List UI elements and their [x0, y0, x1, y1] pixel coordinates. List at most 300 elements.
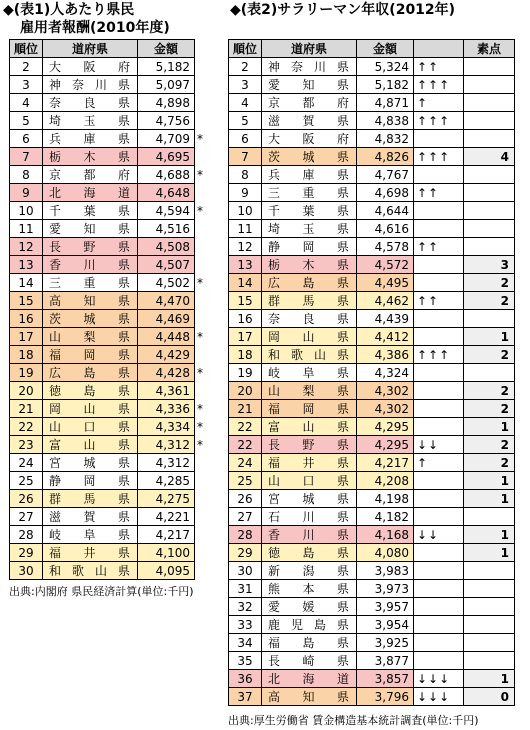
rank-cell: 22	[229, 436, 262, 454]
table-row	[229, 454, 515, 472]
rank-cell: 13	[10, 256, 43, 274]
rank-cell: 23	[10, 436, 43, 454]
asterisk-mark: *	[197, 329, 203, 344]
rank-change-arrows	[414, 598, 464, 616]
table-row	[10, 112, 207, 130]
amount-cell: 4,469	[138, 310, 195, 328]
prefecture-cell: 北海道	[262, 670, 357, 688]
rank-change-arrows: ↑↑↑	[414, 76, 464, 94]
prefecture-cell: 広島県	[43, 364, 138, 382]
table-row	[10, 454, 207, 472]
score-cell	[464, 634, 515, 652]
prefecture-cell: 鹿児島県	[262, 616, 357, 634]
table-row	[229, 58, 515, 76]
amount-cell: 3,973	[357, 580, 414, 598]
prefecture-cell: 福島県	[262, 634, 357, 652]
rank-cell: 17	[229, 328, 262, 346]
table-row	[10, 400, 207, 418]
amount-cell: 4,208	[357, 472, 414, 490]
amount-cell: 4,470	[138, 292, 195, 310]
rank-cell: 27	[10, 508, 43, 526]
rank-cell: 17	[10, 328, 43, 346]
prefecture-cell: 和歌山県	[43, 562, 138, 580]
rank-cell: 6	[229, 130, 262, 148]
prefecture-cell: 宮城県	[262, 490, 357, 508]
table-row	[229, 148, 515, 166]
amount-cell: 4,709	[138, 130, 195, 148]
prefecture-cell: 奈良県	[43, 94, 138, 112]
prefecture-cell: 滋賀県	[43, 508, 138, 526]
score-cell	[464, 130, 515, 148]
rank-cell: 29	[10, 544, 43, 562]
score-cell	[464, 652, 515, 670]
table-row	[229, 310, 515, 328]
table-row	[10, 328, 207, 346]
rank-cell: 32	[229, 598, 262, 616]
rank-cell: 34	[229, 634, 262, 652]
table-row	[229, 382, 515, 400]
rank-cell: 18	[229, 346, 262, 364]
table-row	[229, 256, 515, 274]
amount-cell: 4,285	[138, 472, 195, 490]
prefecture-cell: 兵庫県	[262, 166, 357, 184]
prefecture-cell: 静岡県	[43, 472, 138, 490]
table-row	[229, 364, 515, 382]
rank-change-arrows: ↓↓↓	[414, 670, 464, 688]
rank-change-arrows: ↓↓	[414, 436, 464, 454]
rank-cell: 25	[229, 472, 262, 490]
asterisk-mark	[195, 382, 207, 400]
amount-cell: 5,097	[138, 76, 195, 94]
rank-cell: 27	[229, 508, 262, 526]
table-row	[229, 184, 515, 202]
rank-cell: 3	[10, 76, 43, 94]
asterisk-mark: *	[197, 419, 203, 434]
amount-cell: 4,100	[138, 544, 195, 562]
rank-cell: 20	[229, 382, 262, 400]
rank-cell: 26	[229, 490, 262, 508]
amount-cell: 4,516	[138, 220, 195, 238]
asterisk-mark	[195, 76, 207, 94]
rank-change-arrows	[414, 310, 464, 328]
rank-cell: 37	[229, 688, 262, 706]
rank-change-arrows	[414, 472, 464, 490]
prefecture-cell: 岡山県	[262, 328, 357, 346]
score-cell: 1	[464, 328, 515, 346]
rank-cell: 25	[10, 472, 43, 490]
asterisk-mark	[195, 112, 207, 130]
prefecture-cell: 神奈川県	[43, 76, 138, 94]
table1-header-amount: 金額	[138, 40, 195, 58]
prefecture-cell: 北海道	[43, 184, 138, 202]
asterisk-mark	[195, 472, 207, 490]
rank-change-arrows	[414, 202, 464, 220]
score-cell: 1	[464, 526, 515, 544]
amount-cell: 4,095	[138, 562, 195, 580]
amount-cell: 4,275	[138, 490, 195, 508]
rank-change-arrows	[414, 562, 464, 580]
amount-cell: 4,334	[138, 418, 195, 436]
score-cell	[464, 202, 515, 220]
table-row	[229, 346, 515, 364]
prefecture-cell: 山口県	[43, 418, 138, 436]
score-cell: 4	[464, 148, 515, 166]
asterisk-mark	[195, 490, 207, 508]
table2-body	[229, 58, 515, 706]
asterisk-mark: *	[197, 365, 203, 380]
rank-cell: 29	[229, 544, 262, 562]
amount-cell: 4,361	[138, 382, 195, 400]
asterisk-mark	[195, 58, 207, 76]
amount-cell: 3,957	[357, 598, 414, 616]
rank-cell: 9	[10, 184, 43, 202]
prefecture-cell: 石川県	[262, 508, 357, 526]
prefecture-cell: 高知県	[262, 688, 357, 706]
prefecture-cell: 三重県	[43, 274, 138, 292]
amount-cell: 4,324	[357, 364, 414, 382]
rank-change-arrows: ↑↑↑	[414, 148, 464, 166]
table1-prefecture-compensation	[9, 39, 207, 580]
amount-cell: 4,198	[357, 490, 414, 508]
rank-change-arrows: ↑↑	[414, 58, 464, 76]
prefecture-cell: 熊本県	[262, 580, 357, 598]
table-row	[10, 526, 207, 544]
table-row	[229, 472, 515, 490]
table-row	[10, 364, 207, 382]
score-cell	[464, 616, 515, 634]
prefecture-cell: 徳島県	[262, 544, 357, 562]
amount-cell: 4,462	[357, 292, 414, 310]
rank-cell: 20	[10, 382, 43, 400]
table-row	[229, 400, 515, 418]
prefecture-cell: 京都府	[43, 166, 138, 184]
rank-cell: 7	[10, 148, 43, 166]
rank-change-arrows	[414, 490, 464, 508]
score-cell: 2	[464, 454, 515, 472]
rank-cell: 22	[229, 418, 262, 436]
score-cell: 1	[464, 544, 515, 562]
table2-header-amount: 金額	[357, 40, 414, 58]
amount-cell: 4,507	[138, 256, 195, 274]
table2-header-prefecture: 道府県	[262, 40, 357, 58]
prefecture-cell: 福岡県	[43, 346, 138, 364]
table-row	[10, 346, 207, 364]
asterisk-mark	[195, 94, 207, 112]
table2-source: 出典:厚生労働省 賃金構造基本統計調査(単位:千円)	[228, 714, 479, 727]
table-row	[229, 166, 515, 184]
rank-cell: 3	[229, 76, 262, 94]
rank-cell: 10	[229, 202, 262, 220]
rank-cell: 11	[10, 220, 43, 238]
amount-cell: 3,983	[357, 562, 414, 580]
prefecture-cell: 福井県	[262, 454, 357, 472]
asterisk-mark	[195, 310, 207, 328]
table-row	[10, 94, 207, 112]
rank-change-arrows	[414, 274, 464, 292]
prefecture-cell: 埼玉県	[262, 220, 357, 238]
amount-cell: 4,312	[138, 454, 195, 472]
prefecture-cell: 愛媛県	[262, 598, 357, 616]
rank-cell: 31	[229, 580, 262, 598]
table-row	[229, 508, 515, 526]
table1-header-rank: 順位	[10, 40, 43, 58]
score-cell	[464, 238, 515, 256]
table-row	[10, 238, 207, 256]
table-row	[229, 436, 515, 454]
asterisk-mark	[195, 256, 207, 274]
table1-title: ◆(表1)人あたり県民	[3, 2, 135, 18]
table1-header-prefecture: 道府県	[43, 40, 138, 58]
amount-cell: 4,168	[357, 526, 414, 544]
rank-cell: 2	[10, 58, 43, 76]
prefecture-cell: 富山県	[262, 418, 357, 436]
asterisk-mark	[195, 292, 207, 310]
table-row	[229, 112, 515, 130]
rank-cell: 22	[10, 418, 43, 436]
rank-cell: 4	[229, 94, 262, 112]
score-cell: 2	[464, 382, 515, 400]
asterisk-mark: *	[197, 275, 203, 290]
amount-cell: 5,182	[138, 58, 195, 76]
amount-cell: 4,695	[138, 148, 195, 166]
amount-cell: 4,644	[357, 202, 414, 220]
asterisk-mark	[195, 184, 207, 202]
rank-change-arrows: ↑↑	[414, 238, 464, 256]
table-row	[10, 274, 207, 292]
rank-change-arrows: ↑↑↑	[414, 346, 464, 364]
rank-change-arrows	[414, 616, 464, 634]
asterisk-mark: *	[197, 131, 203, 146]
score-cell: 2	[464, 346, 515, 364]
prefecture-cell: 群馬県	[262, 292, 357, 310]
table-row	[10, 130, 207, 148]
table-row	[229, 562, 515, 580]
rank-cell: 28	[10, 526, 43, 544]
rank-cell: 35	[229, 652, 262, 670]
table2-salary	[228, 39, 515, 706]
score-cell: 3	[464, 256, 515, 274]
prefecture-cell: 愛知県	[262, 76, 357, 94]
table-row	[229, 490, 515, 508]
rank-change-arrows: ↓↓↓	[414, 688, 464, 706]
table-row	[229, 328, 515, 346]
rank-cell: 19	[229, 364, 262, 382]
table-row	[229, 418, 515, 436]
asterisk-mark	[195, 454, 207, 472]
table-row	[10, 472, 207, 490]
prefecture-cell: 岡山県	[43, 400, 138, 418]
rank-cell: 8	[10, 166, 43, 184]
prefecture-cell: 岐阜県	[43, 526, 138, 544]
table2-header-row	[229, 40, 515, 58]
table-row	[229, 616, 515, 634]
amount-cell: 4,221	[138, 508, 195, 526]
rank-change-arrows	[414, 166, 464, 184]
rank-change-arrows: ↑	[414, 94, 464, 112]
rank-cell: 21	[10, 400, 43, 418]
table-row	[10, 184, 207, 202]
rank-cell: 15	[229, 292, 262, 310]
rank-change-arrows: ↑↑↑	[414, 112, 464, 130]
amount-cell: 4,182	[357, 508, 414, 526]
amount-cell: 4,826	[357, 148, 414, 166]
rank-cell: 13	[229, 256, 262, 274]
table-row	[229, 94, 515, 112]
amount-cell: 4,616	[357, 220, 414, 238]
amount-cell: 4,688	[138, 166, 195, 184]
rank-cell: 15	[10, 292, 43, 310]
rank-change-arrows	[414, 652, 464, 670]
amount-cell: 4,217	[357, 454, 414, 472]
table-row	[10, 490, 207, 508]
table1-body	[10, 58, 207, 580]
prefecture-cell: 栃木県	[262, 256, 357, 274]
asterisk-mark: *	[197, 401, 203, 416]
score-cell: 2	[464, 436, 515, 454]
table-row	[229, 274, 515, 292]
prefecture-cell: 長崎県	[262, 652, 357, 670]
table-row	[229, 688, 515, 706]
score-cell	[464, 598, 515, 616]
score-cell	[464, 220, 515, 238]
rank-cell: 30	[10, 562, 43, 580]
score-cell	[464, 76, 515, 94]
rank-change-arrows: ↑↑	[414, 184, 464, 202]
amount-cell: 4,439	[357, 310, 414, 328]
rank-change-arrows: ↑↑	[414, 292, 464, 310]
rank-change-arrows: ↓↓	[414, 526, 464, 544]
table-row	[229, 76, 515, 94]
prefecture-cell: 大阪府	[43, 58, 138, 76]
score-cell	[464, 184, 515, 202]
amount-cell: 4,502	[138, 274, 195, 292]
score-cell	[464, 166, 515, 184]
rank-cell: 2	[229, 58, 262, 76]
amount-cell: 3,877	[357, 652, 414, 670]
prefecture-cell: 神奈川県	[262, 58, 357, 76]
rank-change-arrows	[414, 256, 464, 274]
prefecture-cell: 広島県	[262, 274, 357, 292]
rank-cell: 9	[229, 184, 262, 202]
asterisk-mark	[195, 148, 207, 166]
amount-cell: 4,080	[357, 544, 414, 562]
amount-cell: 3,925	[357, 634, 414, 652]
amount-cell: 4,495	[357, 274, 414, 292]
table-row	[10, 544, 207, 562]
score-cell	[464, 94, 515, 112]
table-row	[10, 562, 207, 580]
rank-cell: 12	[10, 238, 43, 256]
amount-cell: 4,767	[357, 166, 414, 184]
asterisk-mark	[195, 220, 207, 238]
table2-header-arrows	[414, 40, 464, 58]
rank-cell: 4	[10, 94, 43, 112]
amount-cell: 4,508	[138, 238, 195, 256]
rank-cell: 16	[10, 310, 43, 328]
table-row	[229, 652, 515, 670]
rank-cell: 26	[10, 490, 43, 508]
rank-cell: 12	[229, 238, 262, 256]
amount-cell: 4,756	[138, 112, 195, 130]
amount-cell: 4,698	[357, 184, 414, 202]
rank-cell: 24	[229, 454, 262, 472]
table-row	[10, 382, 207, 400]
prefecture-cell: 福井県	[43, 544, 138, 562]
prefecture-cell: 香川県	[262, 526, 357, 544]
rank-cell: 5	[10, 112, 43, 130]
rank-cell: 7	[229, 148, 262, 166]
asterisk-mark	[195, 238, 207, 256]
table-row	[10, 220, 207, 238]
table-row	[10, 310, 207, 328]
prefecture-cell: 栃木県	[43, 148, 138, 166]
rank-change-arrows	[414, 508, 464, 526]
score-cell: 1	[464, 490, 515, 508]
table-row	[10, 148, 207, 166]
prefecture-cell: 富山県	[43, 436, 138, 454]
prefecture-cell: 長野県	[43, 238, 138, 256]
amount-cell: 4,448	[138, 328, 195, 346]
table-row	[10, 508, 207, 526]
asterisk-mark	[195, 562, 207, 580]
prefecture-cell: 千葉県	[262, 202, 357, 220]
rank-cell: 28	[229, 526, 262, 544]
amount-cell: 4,312	[138, 436, 195, 454]
rank-change-arrows	[414, 220, 464, 238]
table-row	[229, 526, 515, 544]
amount-cell: 3,954	[357, 616, 414, 634]
asterisk-mark: *	[197, 167, 203, 182]
table-row	[10, 418, 207, 436]
amount-cell: 4,295	[357, 418, 414, 436]
rank-cell: 16	[229, 310, 262, 328]
prefecture-cell: 千葉県	[43, 202, 138, 220]
prefecture-cell: 長野県	[262, 436, 357, 454]
amount-cell: 4,832	[357, 130, 414, 148]
amount-cell: 4,386	[357, 346, 414, 364]
asterisk-mark	[195, 346, 207, 364]
asterisk-mark: *	[197, 203, 203, 218]
prefecture-cell: 茨城県	[43, 310, 138, 328]
table-row	[10, 58, 207, 76]
score-cell: 2	[464, 292, 515, 310]
prefecture-cell: 福岡県	[262, 400, 357, 418]
score-cell	[464, 364, 515, 382]
table-row	[229, 580, 515, 598]
rank-change-arrows	[414, 634, 464, 652]
rank-cell: 36	[229, 670, 262, 688]
amount-cell: 4,302	[357, 400, 414, 418]
prefecture-cell: 群馬県	[43, 490, 138, 508]
table-row	[229, 634, 515, 652]
prefecture-cell: 滋賀県	[262, 112, 357, 130]
score-cell: 1	[464, 472, 515, 490]
prefecture-cell: 山梨県	[43, 328, 138, 346]
prefecture-cell: 愛知県	[43, 220, 138, 238]
table-row	[229, 292, 515, 310]
amount-cell: 4,217	[138, 526, 195, 544]
score-cell: 2	[464, 400, 515, 418]
amount-cell: 3,857	[357, 670, 414, 688]
rank-change-arrows	[414, 130, 464, 148]
asterisk-mark: *	[197, 437, 203, 452]
prefecture-cell: 静岡県	[262, 238, 357, 256]
table-row	[229, 598, 515, 616]
rank-cell: 14	[229, 274, 262, 292]
amount-cell: 4,428	[138, 364, 195, 382]
score-cell	[464, 58, 515, 76]
amount-cell: 4,648	[138, 184, 195, 202]
